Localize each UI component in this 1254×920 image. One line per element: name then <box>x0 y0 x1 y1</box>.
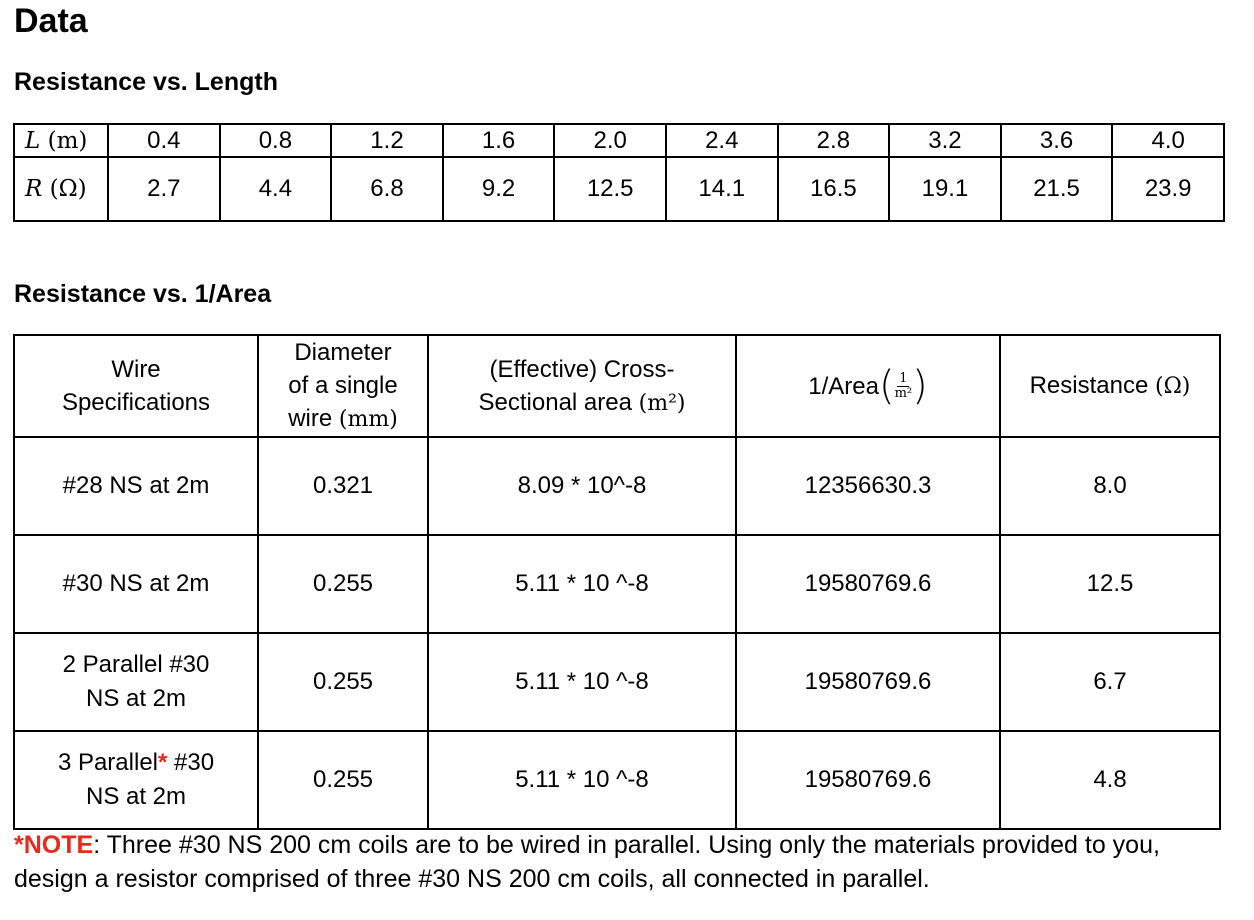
inverse-area-cell: 12356630.3 <box>736 437 1000 535</box>
note-label: *NOTE <box>14 831 94 859</box>
resistance-cell: 19.1 <box>889 157 1001 221</box>
diameter-cell: 0.255 <box>258 633 428 731</box>
resistance-label: R (Ω) <box>14 157 108 221</box>
resistance-cell: 16.5 <box>778 157 890 221</box>
section-heading-area: Resistance vs. 1/Area <box>14 280 272 308</box>
resistance-cell: 6.8 <box>331 157 443 221</box>
page-title: Data <box>14 2 88 40</box>
wire-spec-cell: 2 Parallel #30 NS at 2m <box>14 633 258 731</box>
asterisk-marker: * <box>158 749 168 776</box>
resistance-cell: 4.8 <box>1000 731 1220 829</box>
diameter-cell: 0.321 <box>258 437 428 535</box>
resistance-cell: 4.4 <box>220 157 332 221</box>
header-wire-spec: Wire Specifications <box>14 335 258 437</box>
header-diameter: Diameter of a single wire (mm) <box>258 335 428 437</box>
length-cell: 2.0 <box>554 124 666 157</box>
footnote <box>14 828 1234 896</box>
table-row <box>14 437 1220 535</box>
diameter-cell: 0.255 <box>258 731 428 829</box>
resistance-row <box>14 157 1224 221</box>
wire-spec-cell: 3 Parallel* #30 NS at 2m <box>14 731 258 829</box>
length-cell: 0.4 <box>108 124 220 157</box>
area-cell: 8.09 * 10^-8 <box>428 437 736 535</box>
area-cell: 5.11 * 10 ^-8 <box>428 535 736 633</box>
resistance-cell: 6.7 <box>1000 633 1220 731</box>
inverse-area-cell: 19580769.6 <box>736 535 1000 633</box>
length-cell: 4.0 <box>1112 124 1224 157</box>
length-cell: 2.4 <box>666 124 778 157</box>
wire-spec-cell: #28 NS at 2m <box>14 437 258 535</box>
resistance-cell: 21.5 <box>1001 157 1113 221</box>
header-area: (Effective) Cross- Sectional area (m²) <box>428 335 736 437</box>
header-resistance: Resistance (Ω) <box>1000 335 1220 437</box>
table-row <box>14 633 1220 731</box>
resistance-cell: 9.2 <box>443 157 555 221</box>
inverse-area-cell: 19580769.6 <box>736 633 1000 731</box>
resistance-cell: 12.5 <box>1000 535 1220 633</box>
length-cell: 1.2 <box>331 124 443 157</box>
note-text: : Three #30 NS 200 cm coils are to be wired in parallel. Using only the materials provided to you, design a resistor comprised of three #30 NS 200 cm coils, all connected in parallel. <box>14 831 1160 893</box>
area-cell: 5.11 * 10 ^-8 <box>428 633 736 731</box>
table-row <box>14 731 1220 829</box>
resistance-cell: 2.7 <box>108 157 220 221</box>
length-cell: 0.8 <box>220 124 332 157</box>
length-cell: 3.6 <box>1001 124 1113 157</box>
length-cell: 2.8 <box>778 124 890 157</box>
length-cell: 1.6 <box>443 124 555 157</box>
resistance-length-table <box>13 123 1225 222</box>
resistance-cell: 14.1 <box>666 157 778 221</box>
resistance-area-table <box>13 334 1221 830</box>
resistance-cell: 23.9 <box>1112 157 1224 221</box>
resistance-cell: 8.0 <box>1000 437 1220 535</box>
diameter-cell: 0.255 <box>258 535 428 633</box>
resistance-cell: 12.5 <box>554 157 666 221</box>
length-row <box>14 124 1224 157</box>
section-heading-length: Resistance vs. Length <box>14 68 278 96</box>
length-label: L (m) <box>14 124 108 157</box>
wire-spec-cell: #30 NS at 2m <box>14 535 258 633</box>
inverse-area-cell: 19580769.6 <box>736 731 1000 829</box>
table-row <box>14 535 1220 633</box>
header-inverse-area: 1/Area ( 1 m² ) <box>736 335 1000 437</box>
length-cell: 3.2 <box>889 124 1001 157</box>
fraction-one-over-m2: 1 m² <box>894 370 913 401</box>
area-cell: 5.11 * 10 ^-8 <box>428 731 736 829</box>
header-row <box>14 335 1220 437</box>
